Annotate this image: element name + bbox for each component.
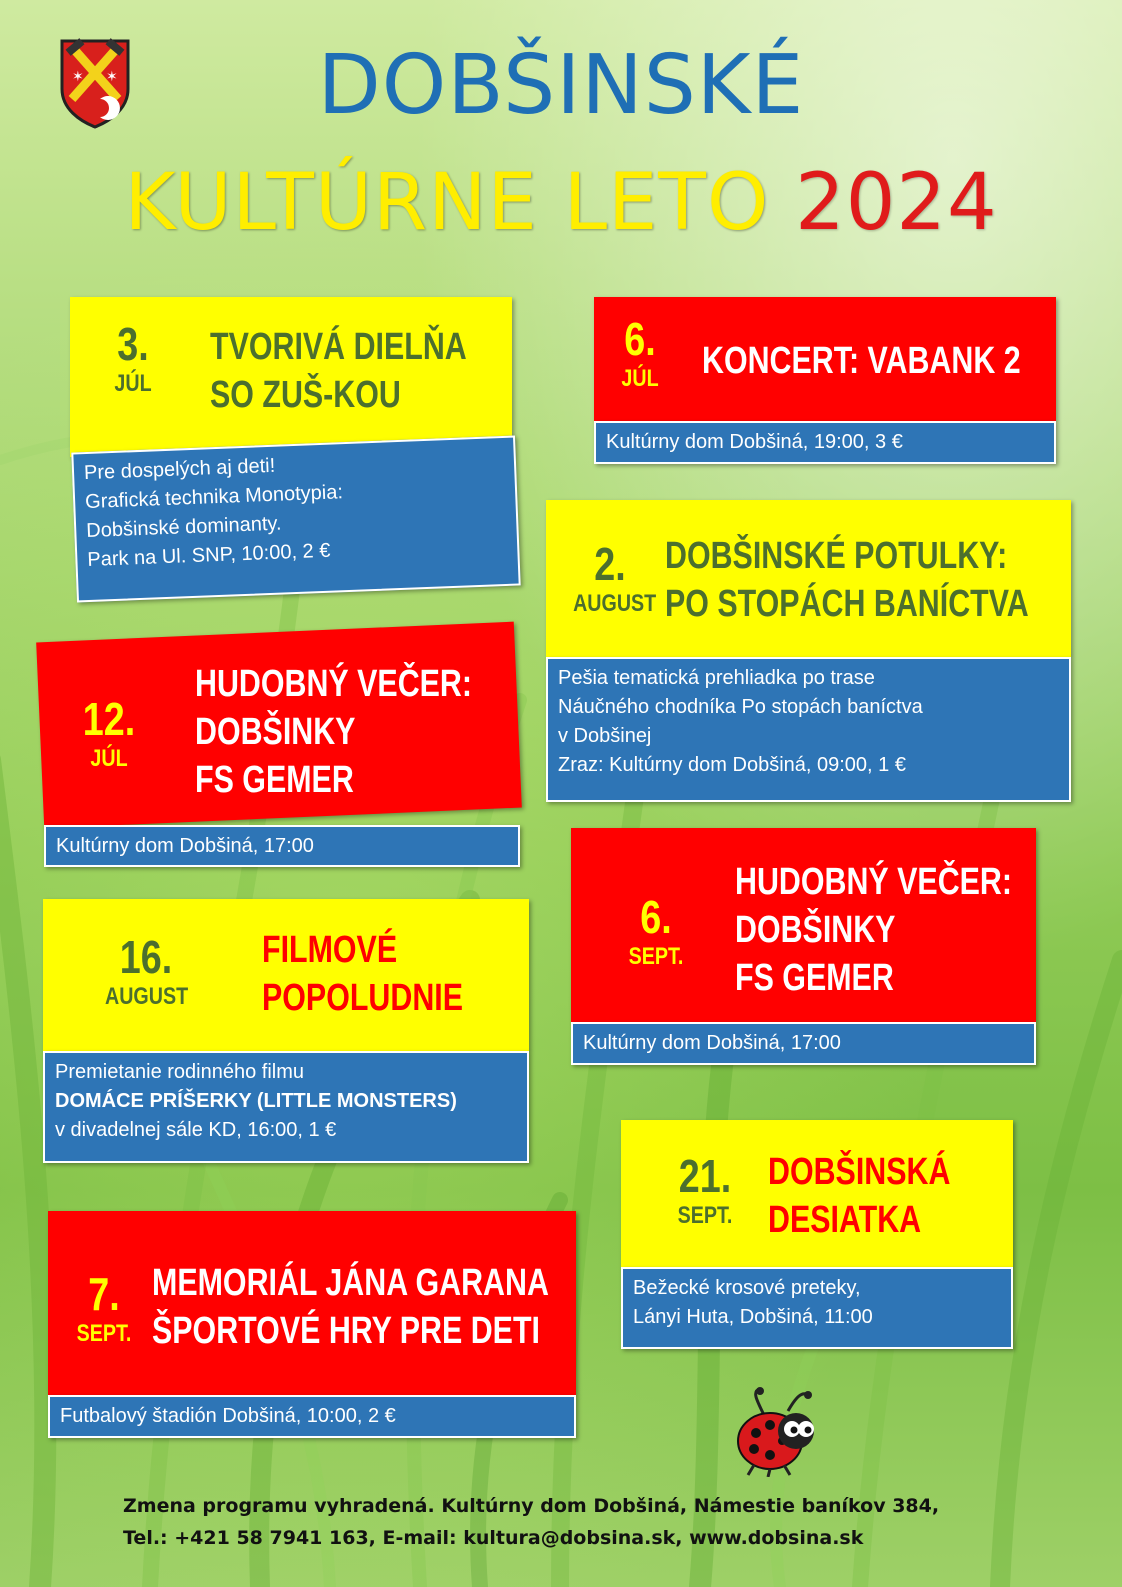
page-subtitle bbox=[0, 158, 1122, 248]
event-details: Kultúrny dom Dobšiná, 19:00, 3 € bbox=[594, 421, 1056, 464]
event-title: HUDOBNÝ VEČER: DOBŠINKY FS GEMER bbox=[735, 861, 1012, 999]
footer-contact bbox=[123, 1490, 1083, 1554]
event-details: Bežecké krosové preteky, Lányi Huta, Dobšiná, 11:00 bbox=[621, 1267, 1013, 1349]
svg-text:✶: ✶ bbox=[72, 69, 84, 85]
event-date: 2. AUGUST bbox=[573, 538, 657, 617]
event-details: Kultúrny dom Dobšiná, 17:00 bbox=[571, 1022, 1036, 1065]
event-title: DOBŠINSKÁ DESIATKA bbox=[768, 1151, 951, 1241]
footer-line: Zmena programu vyhradená. Kultúrny dom Dobšiná, Námestie baníkov 384, bbox=[123, 1495, 940, 1517]
event-details: Kultúrny dom Dobšiná, 17:00 bbox=[44, 825, 520, 867]
page-title: DOBŠINSKÉ bbox=[317, 38, 805, 133]
event-date: 12. JÚL bbox=[82, 693, 136, 772]
event-details: Pešia tematická prehliadka po trase Náučného chodníka Po stopách baníctva v Dobšinej Zraz: Kultúrny dom Dobšiná, 09:00, 1 € bbox=[546, 657, 1071, 802]
event-date: 16. AUGUST bbox=[105, 931, 189, 1010]
event-date: 6. JÚL bbox=[621, 313, 659, 392]
event-details: Premietanie rodinného filmu DOMÁCE PRÍŠERKY (LITTLE MONSTERS) v divadelnej sále KD, 16:00, 1 € bbox=[43, 1051, 529, 1163]
event-date: 3. JÚL bbox=[114, 318, 152, 397]
event-title: HUDOBNÝ VEČER: DOBŠINKY FS GEMER bbox=[195, 663, 472, 801]
footer-line: Tel.: +421 58 7941 163, E-mail: kultura@dobsina.sk, www.dobsina.sk bbox=[123, 1527, 864, 1549]
subtitle-main: KULTÚRNE LETO bbox=[124, 158, 796, 248]
event-date: 21. SEPT. bbox=[677, 1150, 733, 1229]
ladybug-icon bbox=[734, 1385, 824, 1477]
event-title: DOBŠINSKÉ POTULKY: PO STOPÁCH BANÍCTVA bbox=[665, 535, 1029, 625]
event-title: FILMOVÉ POPOLUDNIE bbox=[262, 929, 463, 1019]
event-date: 6. SEPT. bbox=[628, 891, 684, 970]
svg-text:✶: ✶ bbox=[106, 69, 118, 85]
event-title: MEMORIÁL JÁNA GARANA ŠPORTOVÉ HRY PRE DETI bbox=[152, 1262, 549, 1352]
subtitle-year: 2024 bbox=[795, 158, 998, 248]
event-title: TVORIVÁ DIELŇA SO ZUŠ-KOU bbox=[210, 326, 467, 416]
event-title: KONCERT: VABANK 2 bbox=[702, 340, 1021, 382]
event-details: Pre dospelých aj deti! Grafická technika Monotypia: Dobšinské dominanty. Park na Ul. SNP, 10:00, 2 € bbox=[71, 436, 520, 603]
event-details: Futbalový štadión Dobšiná, 10:00, 2 € bbox=[48, 1395, 576, 1438]
event-date: 7. SEPT. bbox=[76, 1268, 132, 1347]
